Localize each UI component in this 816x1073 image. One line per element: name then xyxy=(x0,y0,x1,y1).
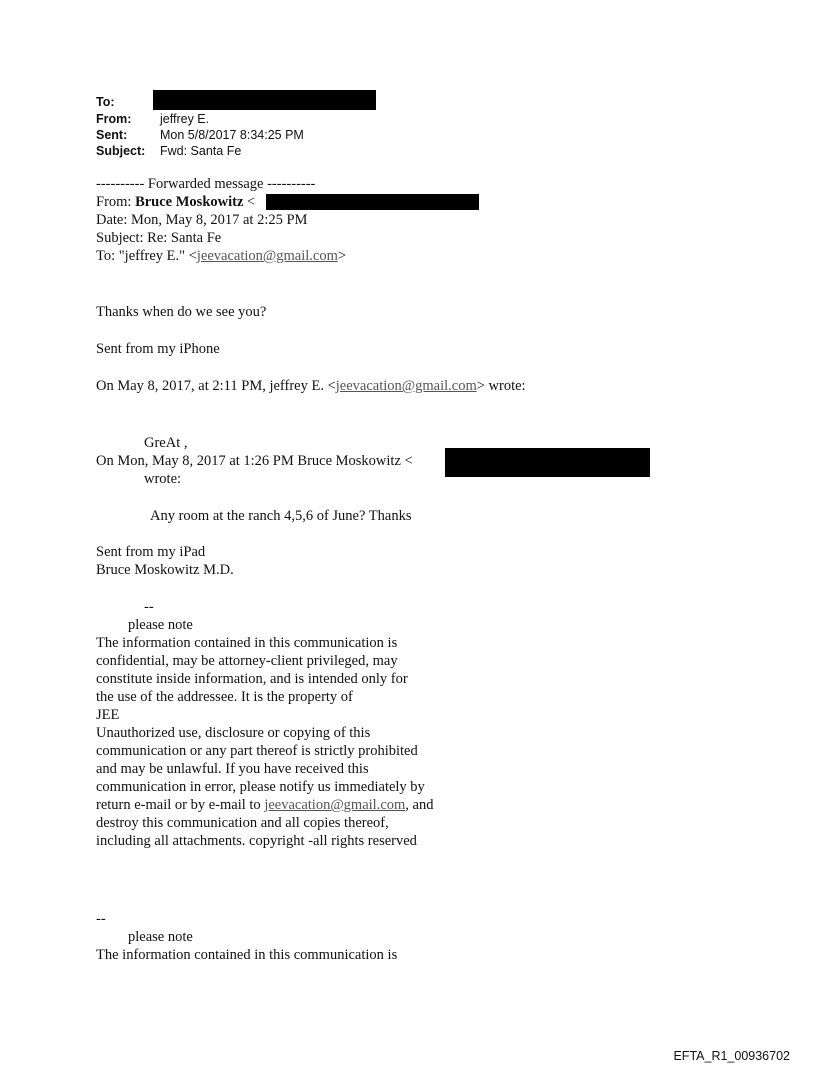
nested-quote-header: On Mon, May 8, 2017 at 1:26 PM Bruce Moskowitz < xyxy=(96,453,413,469)
forward-to-prefix: To: "jeffrey E." < xyxy=(96,248,197,264)
disclaimer-dashes: -- xyxy=(144,599,154,615)
sent-from-ipad: Sent from my iPad xyxy=(96,544,206,560)
forward-subject-line: Subject: Re: Santa Fe xyxy=(96,230,222,246)
great-text: GreAt , xyxy=(144,435,188,451)
disclaimer-return-line xyxy=(96,796,433,814)
header-from-value: jeffrey E. xyxy=(160,112,210,126)
disclaimer2-note: please note xyxy=(128,929,193,945)
disclaimer-line: confidential, may be attorney-client privileged, may xyxy=(96,653,398,669)
document-id: EFTA_R1_00936702 xyxy=(673,1049,790,1063)
disclaimer-line: and may be unlawful. If you have received this xyxy=(96,761,369,777)
header-sent-row xyxy=(96,127,304,144)
forward-from-bracket: < xyxy=(243,194,256,210)
disclaimer-line: Unauthorized use, disclosure or copying of this xyxy=(96,725,371,741)
header-from-label: From: xyxy=(96,112,132,126)
disclaimer2-line: The information contained in this communication is xyxy=(96,947,398,963)
quoted-header-email-link[interactable]: jeevacation@gmail.com xyxy=(335,378,477,394)
disclaimer-line: the use of the addressee. It is the property of xyxy=(96,689,353,705)
header-to-row xyxy=(96,94,160,111)
disclaimer-line: constitute inside information, and is intended only for xyxy=(96,671,408,687)
forward-date-line: Date: Mon, May 8, 2017 at 2:25 PM xyxy=(96,212,308,228)
quoted-header-line xyxy=(96,377,526,395)
header-to-label: To: xyxy=(96,95,115,109)
forward-to-line xyxy=(96,247,346,265)
forward-from-prefix: From: xyxy=(96,194,136,210)
header-subject-value: Fwd: Santa Fe xyxy=(160,144,242,158)
forward-to-suffix: > xyxy=(337,248,347,264)
disclaimer-line: communication or any part thereof is strictly prohibited xyxy=(96,743,418,759)
redaction-bar xyxy=(266,194,479,210)
forward-separator: ---------- Forwarded message ---------- xyxy=(96,176,316,192)
disclaimer-note: please note xyxy=(128,617,193,633)
disclaimer-return-suffix: , and xyxy=(405,797,434,813)
reply-text: Thanks when do we see you? xyxy=(96,304,267,320)
quoted-header-prefix: On May 8, 2017, at 2:11 PM, jeffrey E. < xyxy=(96,378,336,394)
disclaimer-email-link[interactable]: jeevacation@gmail.com xyxy=(264,797,406,813)
disclaimer-return-prefix: return e-mail or by e-mail to xyxy=(96,797,265,813)
disclaimer-line: communication in error, please notify us immediately by xyxy=(96,779,425,795)
forward-from-name: Bruce Moskowitz xyxy=(135,194,244,210)
forward-to-email-link[interactable]: jeevacation@gmail.com xyxy=(196,248,338,264)
disclaimer2-dashes: -- xyxy=(96,911,106,927)
ranch-question: Any room at the ranch 4,5,6 of June? Thanks xyxy=(150,508,412,524)
header-sent-value: Mon 5/8/2017 8:34:25 PM xyxy=(160,128,304,142)
header-sent-label: Sent: xyxy=(96,128,128,142)
disclaimer-line: destroy this communication and all copies thereof, xyxy=(96,815,389,831)
nested-wrote: wrote: xyxy=(144,471,182,487)
disclaimer-line: including all attachments. copyright -all rights reserved xyxy=(96,833,417,849)
redaction-bar xyxy=(153,90,376,110)
redaction-bar xyxy=(445,448,650,477)
header-subject-row xyxy=(96,143,241,160)
header-subject-label: Subject: xyxy=(96,144,146,158)
quoted-header-suffix: > wrote: xyxy=(476,378,526,394)
forward-from-line xyxy=(96,193,255,211)
disclaimer-line: JEE xyxy=(96,707,120,723)
header-from-row xyxy=(96,111,209,128)
signature-name: Bruce Moskowitz M.D. xyxy=(96,562,234,578)
sent-from-iphone: Sent from my iPhone xyxy=(96,341,220,357)
disclaimer-line: The information contained in this communication is xyxy=(96,635,398,651)
